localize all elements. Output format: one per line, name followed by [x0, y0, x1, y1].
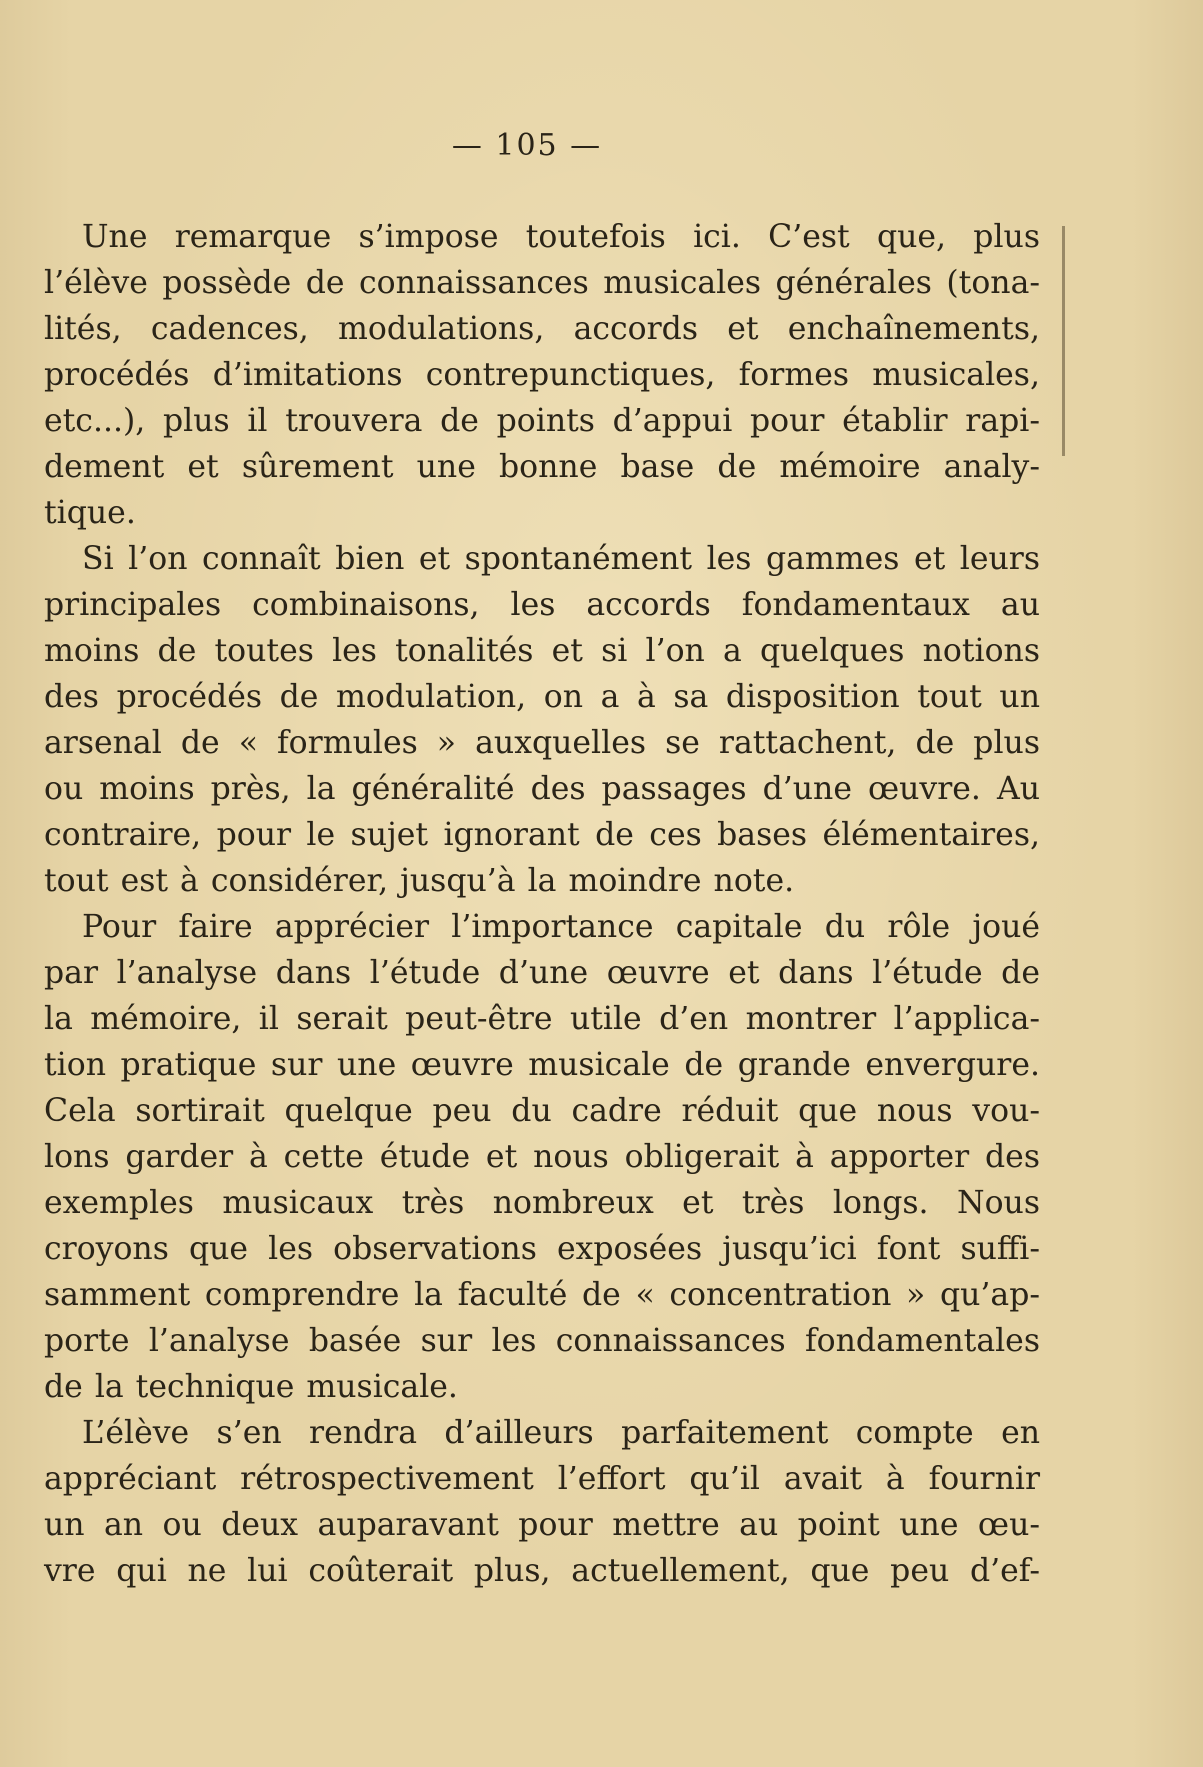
text-line: porte l’analyse basée sur les connaissances fondamentales: [44, 1323, 1040, 1359]
text-line: procédés d’imitations contrepunctiques, formes musicales,: [44, 357, 1040, 393]
margin-pencil-mark: [1062, 226, 1065, 456]
text-line: Si l’on connaît bien et spontanément les gammes et leurs: [82, 541, 1040, 577]
text-line: un an ou deux auparavant pour mettre au point une œu-: [44, 1507, 1040, 1543]
text-line: croyons que les observations exposées jusqu’ici font suffi-: [44, 1231, 1040, 1267]
text-line: lités, cadences, modulations, accords et enchaînements,: [44, 311, 1040, 347]
text-line: lons garder à cette étude et nous obligerait à apporter des: [44, 1139, 1040, 1175]
text-line: par l’analyse dans l’étude d’une œuvre et dans l’étude de: [44, 955, 1040, 991]
text-line: tout est à considérer, jusqu’à la moindre note.: [44, 863, 795, 899]
text-line: samment comprendre la faculté de « concentration » qu’ap-: [44, 1277, 1040, 1313]
page-number: — 105 —: [451, 128, 603, 163]
text-line: contraire, pour le sujet ignorant de ces bases élémentaires,: [44, 817, 1040, 853]
text-line: Une remarque s’impose toutefois ici. C’est que, plus: [82, 219, 1040, 255]
text-line: appréciant rétrospectivement l’effort qu’il avait à fournir: [44, 1461, 1040, 1497]
text-line: Pour faire apprécier l’importance capitale du rôle joué: [82, 909, 1040, 945]
text-line: arsenal de « formules » auxquelles se rattachent, de plus: [44, 725, 1040, 761]
text-line: tique.: [44, 495, 136, 531]
paragraph-1: [44, 214, 1040, 536]
text-line: moins de toutes les tonalités et si l’on a quelques notions: [44, 633, 1040, 669]
text-line: exemples musicaux très nombreux et très longs. Nous: [44, 1185, 1040, 1221]
text-line: dement et sûrement une bonne base de mémoire analy-: [44, 449, 1040, 485]
text-line: tion pratique sur une œuvre musicale de grande envergure.: [44, 1047, 1040, 1083]
body-text: [44, 214, 1040, 1594]
paragraph-3: [44, 904, 1040, 1410]
text-line: etc...), plus il trouvera de points d’appui pour établir rapi-: [44, 403, 1040, 439]
text-line: des procédés de modulation, on a à sa disposition tout un: [44, 679, 1040, 715]
text-line: de la technique musicale.: [44, 1369, 458, 1405]
text-line: principales combinaisons, les accords fondamentaux au: [44, 587, 1040, 623]
text-line: L’élève s’en rendra d’ailleurs parfaitement compte en: [82, 1415, 1040, 1451]
paragraph-2: [44, 536, 1040, 904]
text-line: Cela sortirait quelque peu du cadre réduit que nous vou-: [44, 1093, 1040, 1129]
text-line: la mémoire, il serait peut-être utile d’en montrer l’applica-: [44, 1001, 1040, 1037]
text-line: l’élève possède de connaissances musicales générales (tona-: [44, 265, 1040, 301]
text-line: vre qui ne lui coûterait plus, actuellement, que peu d’ef-: [44, 1553, 1040, 1589]
paragraph-4: [44, 1410, 1040, 1594]
text-line: ou moins près, la généralité des passages d’une œuvre. Au: [44, 771, 1040, 807]
